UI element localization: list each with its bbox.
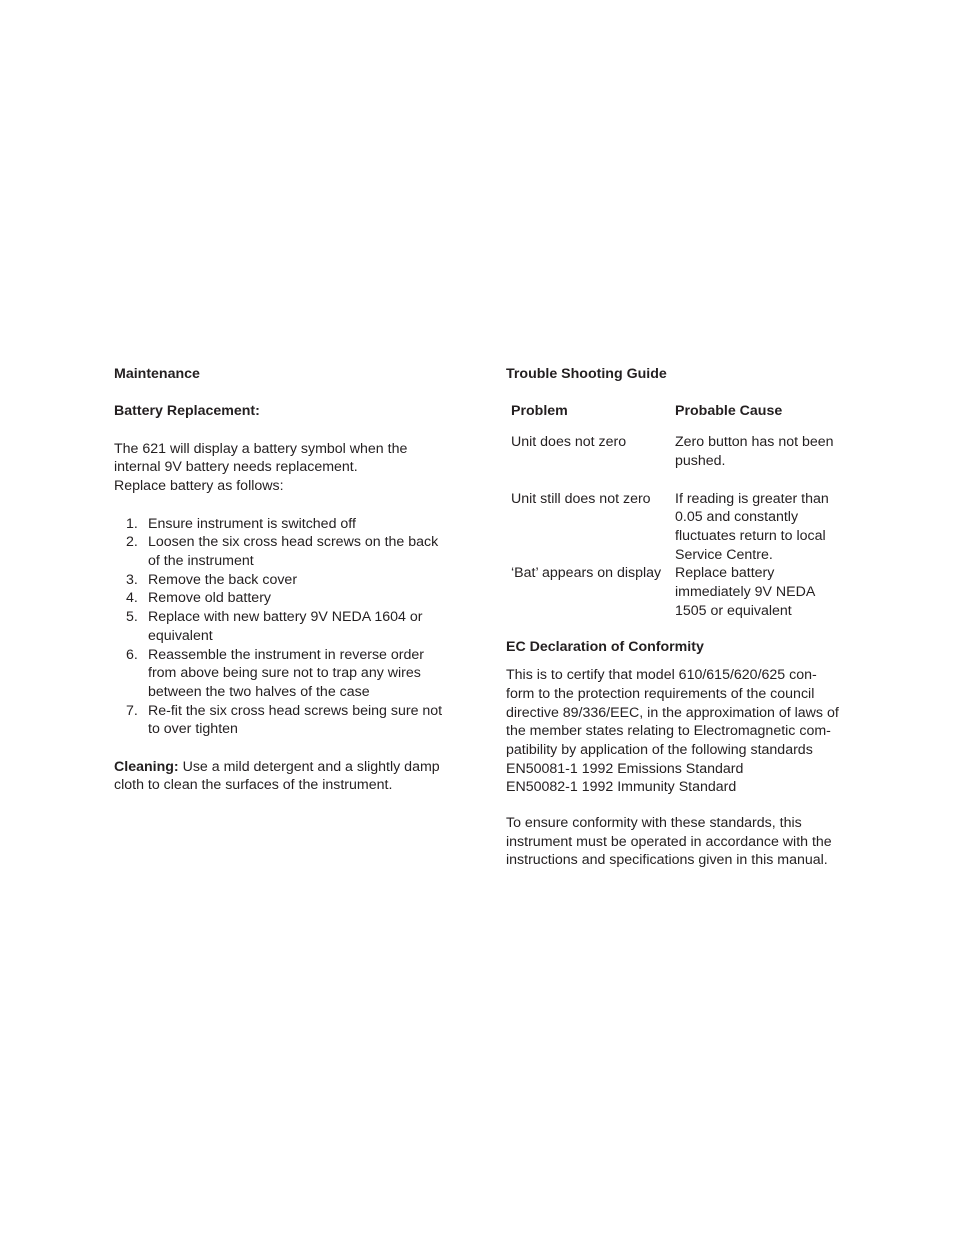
cause-line: If reading is greater than (675, 490, 829, 507)
step-item (114, 589, 449, 608)
step-number: 3. (126, 571, 138, 588)
step-number: 1. (126, 515, 138, 532)
step-text: Ensure instrument is switched off (148, 515, 356, 532)
step-item (114, 571, 449, 590)
step-item (114, 702, 449, 739)
step-text: Reassemble the instrument in reverse order (148, 646, 424, 663)
trouble-table (511, 402, 841, 620)
step-text: equivalent (148, 627, 213, 644)
step-item (114, 533, 449, 570)
conformity-paragraph (506, 814, 841, 870)
ec-line: patibility by application of the following standards (506, 741, 813, 758)
step-number: 5. (126, 609, 138, 626)
cause-line: 0.05 and constantly (675, 509, 799, 526)
cleaning-paragraph (114, 758, 449, 795)
step-number: 4. (126, 590, 138, 607)
intro-line: Replace battery as follows: (114, 478, 284, 495)
cause-line: Replace battery (675, 565, 775, 582)
step-text: to over tighten (148, 721, 238, 738)
maintenance-section (114, 365, 449, 795)
step-text: Replace with new battery 9V NEDA 1604 or (148, 609, 423, 626)
trouble-title: Trouble Shooting Guide (506, 366, 667, 382)
ec-line: This is to certify that model 610/615/620/625 con- (506, 667, 817, 684)
table-header-row (511, 402, 841, 433)
ec-declaration-title: EC Declaration of Conformity (506, 639, 704, 656)
table-row (511, 433, 841, 470)
step-text: of the instrument (148, 552, 254, 569)
step-item (114, 608, 449, 645)
step-text: between the two halves of the case (148, 683, 370, 700)
step-number: 2. (126, 534, 138, 551)
cause-line: 1505 or equivalent (675, 602, 792, 619)
table-row (511, 490, 841, 565)
step-text: Remove old battery (148, 590, 272, 607)
conformity-line: instructions and specifications given in this manual. (506, 852, 828, 869)
ec-paragraph (506, 666, 841, 797)
trouble-section (506, 365, 841, 870)
step-item (114, 515, 449, 534)
intro-line: internal 9V battery needs replacement. (114, 459, 358, 476)
conformity-line: instrument must be operated in accordance with the (506, 833, 832, 850)
problem-cell: Unit still does not zero (511, 490, 651, 507)
cause-line: Zero button has not been (675, 434, 834, 451)
problem-cell: ‘Bat’ appears on display (511, 565, 662, 582)
step-number: 7. (126, 702, 138, 719)
ec-line: EN50082-1 1992 Immunity Standard (506, 779, 737, 796)
conformity-line: To ensure conformity with these standards, this (506, 815, 802, 832)
maintenance-title: Maintenance (114, 366, 200, 382)
battery-intro (114, 440, 449, 496)
ec-line: the member states relating to Electromagnetic com- (506, 723, 831, 740)
ec-line: form to the protection requirements of the council (506, 685, 815, 702)
cause-cell (675, 433, 841, 470)
cleaning-line: cloth to clean the surfaces of the instrument. (114, 777, 393, 794)
step-text: Remove the back cover (148, 571, 298, 588)
ec-line: EN50081-1 1992 Emissions Standard (506, 760, 744, 777)
problem-cell: Unit does not zero (511, 434, 627, 451)
step-text: Re-fit the six cross head screws being sure not (148, 702, 443, 719)
cause-line: immediately 9V NEDA (675, 584, 816, 601)
cleaning-label: Cleaning: (114, 758, 179, 775)
battery-steps-list (114, 515, 449, 739)
table-row (511, 564, 841, 620)
column-header-problem: Problem (511, 403, 568, 420)
intro-line: The 621 will display a battery symbol when the (114, 440, 408, 457)
step-text: from above being sure not to trap any wires (148, 665, 421, 682)
column-header-cause: Probable Cause (675, 403, 783, 420)
cause-cell (675, 490, 841, 565)
step-text: Loosen the six cross head screws on the back (148, 534, 439, 551)
battery-replacement-heading: Battery Replacement: (114, 403, 260, 420)
cause-cell (675, 564, 841, 620)
cause-line: Service Centre. (675, 546, 773, 563)
cause-line: fluctuates return to local (675, 527, 826, 544)
cleaning-text: Use a mild detergent and a slightly damp (178, 758, 440, 775)
step-item (114, 646, 449, 702)
ec-line: directive 89/336/EEC, in the approximation of laws of (506, 704, 839, 721)
cleaning-line (114, 758, 449, 777)
cause-line: pushed. (675, 452, 726, 469)
step-number: 6. (126, 646, 138, 663)
